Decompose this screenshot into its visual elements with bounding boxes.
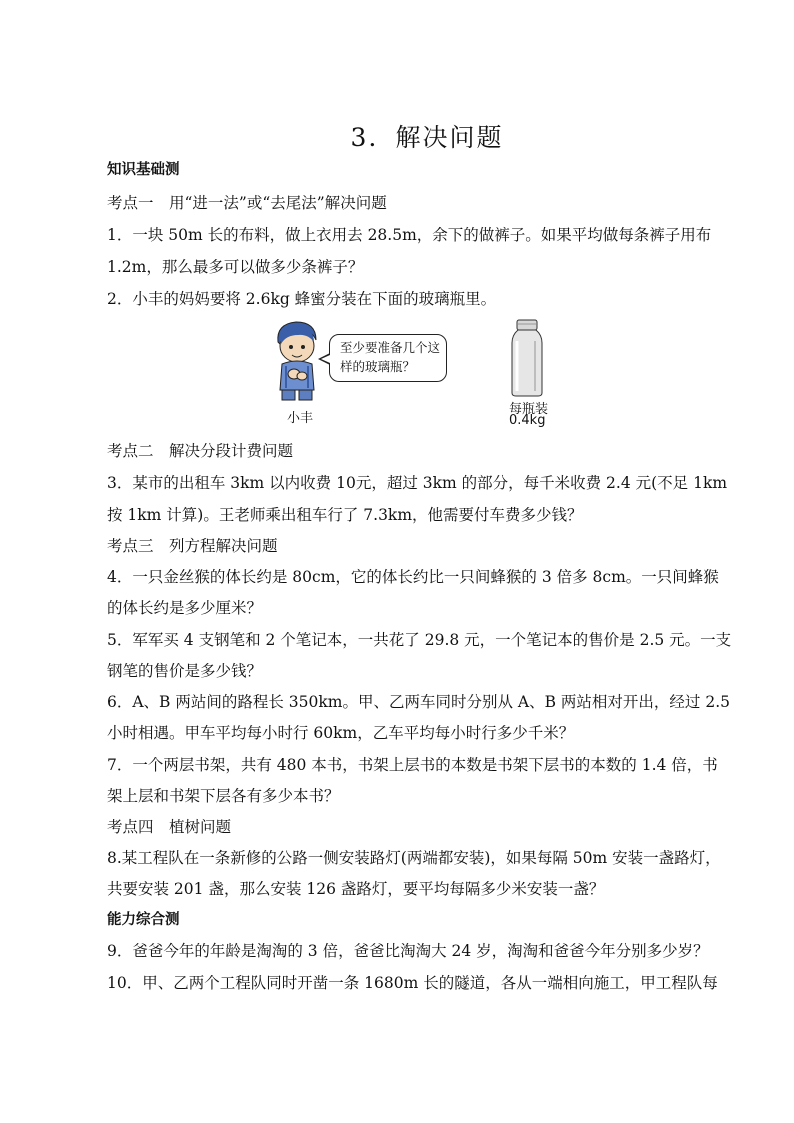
- question-7-line-2: 架上层和书架下层各有多少本书？: [107, 787, 340, 805]
- kaodian-1-heading: 考点一 用“进一法”或“去尾法”解决问题: [107, 194, 387, 212]
- question-8-line-1: 8.某工程队在一条新修的公路一侧安装路灯(两端都安装)，如果每隔 50m 安装一盏路灯，: [107, 849, 721, 867]
- kaodian-2-heading: 考点二 解决分段计费问题: [107, 442, 294, 460]
- speech-bubble-line-1: 至少要准备几个这: [340, 340, 441, 355]
- question-2: 2．小丰的妈妈要将 2.6kg 蜂蜜分装在下面的玻璃瓶里。: [107, 290, 497, 308]
- kaodian-3-heading: 考点三 列方程解决问题: [107, 537, 278, 555]
- kaodian-4-heading: 考点四 植树问题: [107, 818, 232, 836]
- speech-bubble-line-2: 样的玻璃瓶？: [340, 359, 416, 374]
- question-1-line-1: 1．一块 50m 长的布料，做上衣用去 28.5m，余下的做裤子。如果平均做每条裤子用布: [107, 226, 712, 244]
- question-9: 9．爸爸今年的年龄是淘淘的 3 倍，爸爸比淘淘大 24 岁，淘淘和爸爸今年分别多少岁？: [107, 942, 709, 960]
- question-4-line-1: 4．一只金丝猴的体长约是 80cm，它的体长约比一只间蜂猴的 3 倍多 8cm。一只间蜂猴: [107, 568, 719, 586]
- question-3-line-2: 按 1km 计算)。王老师乘出租车行了 7.3km，他需要付车费多少钱？: [107, 506, 583, 524]
- page-title: 3．解决问题: [350, 123, 504, 152]
- question-1-line-2: 1.2m，那么最多可以做多少条裤子？: [107, 258, 364, 276]
- glass-bottle-icon: [508, 319, 546, 397]
- question-4-line-2: 的体长约是多少厘米？: [107, 599, 263, 617]
- question-10-line-1: 10．甲、乙两个工程队同时开凿一条 1680m 长的隧道，各从一端相向施工，甲工程队每: [107, 974, 718, 992]
- boy-name-label: 小丰: [287, 411, 314, 426]
- question-6-line-2: 小时相遇。甲车平均每小时行 60km，乙车平均每小时行多少千米？: [107, 724, 575, 742]
- section-ability-heading: 能力综合测: [107, 912, 180, 928]
- question-3-line-1: 3．某市的出租车 3km 以内收费 10元，超过 3km 的部分，每千米收费 2.4 元(不足 1km: [107, 474, 728, 492]
- question-5-line-2: 钢笔的售价是多少钱？: [107, 662, 263, 680]
- question-5-line-1: 5．军军买 4 支钢笔和 2 个笔记本，一共花了 29.8 元，一个笔记本的售价是 2.5 元。一支: [107, 631, 732, 649]
- speech-bubble: [329, 334, 447, 382]
- bottle-label-line-1: 每瓶装: [509, 402, 549, 417]
- speech-bubble-tail-inner: [321, 355, 330, 363]
- bottle-label-line-2: 0.4kg: [509, 413, 546, 428]
- question-7-line-1: 7．一个两层书架，共有 480 本书，书架上层书的本数是书架下层书的本数的 1.4 倍，书: [107, 756, 718, 774]
- section-basic-heading: 知识基础测: [107, 162, 180, 178]
- question-8-line-2: 共要安装 201 盏，那么安装 126 盏路灯，要平均每隔多少米安装一盏？: [107, 880, 605, 898]
- question-6-line-1: 6．A、B 两站间的路程长 350km。甲、乙两车同时分别从 A、B 两站相对开出，经过 2.5: [107, 693, 730, 711]
